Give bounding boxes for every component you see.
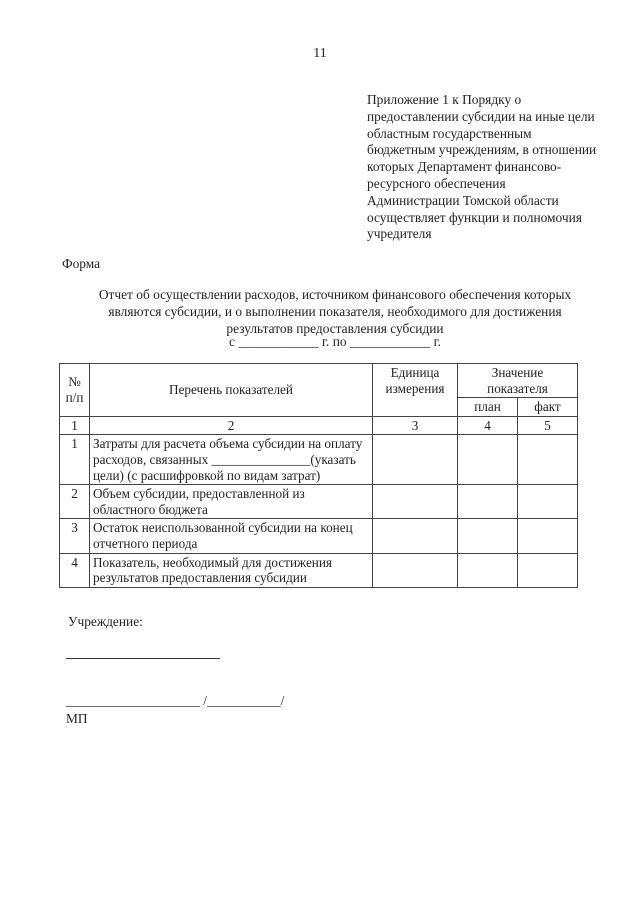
column-number: 4 bbox=[458, 416, 518, 435]
row-unit-cell[interactable] bbox=[373, 485, 458, 519]
institution-signature-line bbox=[66, 658, 220, 659]
header-plan: план bbox=[458, 398, 518, 417]
row-num: 2 bbox=[60, 485, 90, 519]
row-plan-cell[interactable] bbox=[458, 485, 518, 519]
table-row bbox=[60, 435, 578, 485]
row-num: 4 bbox=[60, 553, 90, 587]
appendix-line: которых Департамент финансово- bbox=[367, 159, 562, 175]
row-fact-cell[interactable] bbox=[518, 485, 578, 519]
column-number: 1 bbox=[60, 416, 90, 435]
table-row bbox=[60, 519, 578, 553]
institution-label: Учреждение: bbox=[68, 614, 143, 629]
report-title-line: результатов предоставления субсидии bbox=[226, 320, 444, 336]
page-number: 11 bbox=[313, 46, 327, 61]
row-plan-cell[interactable] bbox=[458, 519, 518, 553]
signature-line: ____________________ /___________/ bbox=[66, 693, 285, 708]
column-number-row bbox=[60, 416, 578, 435]
appendix-note bbox=[367, 92, 612, 243]
row-indicator: Показатель, необходимый для достижения результатов предоставления субсидии bbox=[90, 553, 373, 587]
row-unit-cell[interactable] bbox=[373, 519, 458, 553]
row-fact-cell[interactable] bbox=[518, 519, 578, 553]
row-unit-cell[interactable] bbox=[373, 435, 458, 485]
table-header-row bbox=[60, 364, 578, 398]
row-fact-cell[interactable] bbox=[518, 553, 578, 587]
column-number: 3 bbox=[373, 416, 458, 435]
report-title bbox=[60, 287, 610, 337]
stamp-label: МП bbox=[66, 711, 88, 726]
form-label: Форма bbox=[62, 256, 101, 271]
report-title-line: являются субсидии, и о выполнении показателя, необходимого для достижения bbox=[108, 303, 562, 319]
appendix-line: предоставлении субсидии на иные цели bbox=[367, 108, 595, 124]
report-period: с ____________ г. по ____________ г. bbox=[229, 334, 441, 349]
row-indicator: Остаток неиспользованной субсидии на конец отчетного периода bbox=[90, 519, 373, 553]
report-title-line: Отчет об осуществлении расходов, источником финансового обеспечения которых bbox=[98, 287, 572, 302]
row-num: 3 bbox=[60, 519, 90, 553]
row-indicator: Объем субсидии, предоставленной из областного бюджета bbox=[90, 485, 373, 519]
appendix-line: ресурсного обеспечения bbox=[367, 175, 506, 191]
header-indicator: Перечень показателей bbox=[90, 364, 373, 417]
row-plan-cell[interactable] bbox=[458, 435, 518, 485]
report-table bbox=[59, 363, 578, 588]
appendix-line: областным государственным bbox=[367, 125, 532, 141]
header-value: Значение показателя bbox=[458, 364, 578, 398]
appendix-line: Администрации Томской области bbox=[367, 192, 559, 208]
table-row bbox=[60, 553, 578, 587]
column-number: 2 bbox=[90, 416, 373, 435]
row-fact-cell[interactable] bbox=[518, 435, 578, 485]
header-fact: факт bbox=[518, 398, 578, 417]
header-num: № п/п bbox=[60, 364, 90, 417]
column-number: 5 bbox=[518, 416, 578, 435]
row-indicator: Затраты для расчета объема субсидии на оплату расходов, связанных _______________(указать цели) (с расшифровкой по видам затрат) bbox=[90, 435, 373, 485]
appendix-line: Приложение 1 к Порядку о bbox=[367, 92, 522, 107]
appendix-line: бюджетным учреждениям, в отношении bbox=[367, 142, 597, 158]
row-unit-cell[interactable] bbox=[373, 553, 458, 587]
header-unit: Единица измерения bbox=[373, 364, 458, 417]
appendix-line: учредителя bbox=[367, 226, 432, 242]
table-row bbox=[60, 485, 578, 519]
row-num: 1 bbox=[60, 435, 90, 485]
appendix-line: осуществляет функции и полномочия bbox=[367, 209, 582, 225]
row-plan-cell[interactable] bbox=[458, 553, 518, 587]
